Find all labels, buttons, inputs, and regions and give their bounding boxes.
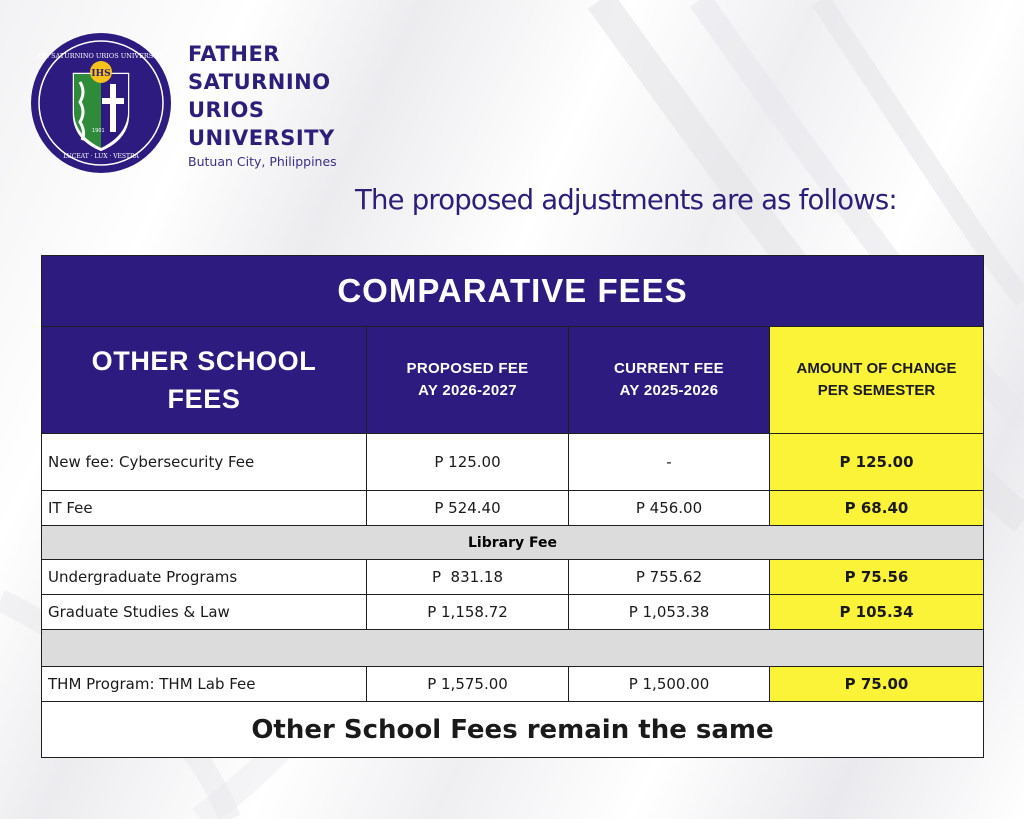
table-footer-note: Other School Fees remain the same — [42, 702, 984, 758]
proposed-fee-value: P 1,575.00 — [367, 667, 569, 702]
brand-line-3: URIOS — [188, 98, 265, 122]
brand-line-1: FATHER — [188, 42, 280, 66]
current-fee-value: P 456.00 — [569, 491, 770, 526]
fee-label: THM Program: THM Lab Fee — [42, 667, 367, 702]
header-current-fee — [569, 327, 770, 434]
table-row — [42, 667, 984, 702]
proposed-fee-value: P 831.18 — [367, 560, 569, 595]
header-current-line1: CURRENT FEE — [614, 360, 724, 377]
seal-ihs-text: IHS — [91, 69, 111, 79]
page-headline: The proposed adjustments are as follows: — [355, 184, 897, 216]
fee-label: Undergraduate Programs — [42, 560, 367, 595]
header-item-line2: FEES — [167, 384, 241, 414]
fee-label: IT Fee — [42, 491, 367, 526]
blank-separator-cell — [42, 630, 984, 667]
brand-line-2: SATURNINO — [188, 70, 331, 94]
change-amount-value: P 125.00 — [770, 434, 984, 491]
university-brand — [188, 40, 337, 169]
university-location: Butuan City, Philippines — [188, 154, 337, 169]
change-amount-value: P 75.56 — [770, 560, 984, 595]
current-fee-value: - — [569, 434, 770, 491]
header-change-line1: AMOUNT OF CHANGE — [796, 360, 957, 377]
seal-motto-text: LUCEAT · LUX · VESTRA — [63, 153, 139, 160]
table-footer-row — [42, 702, 984, 758]
fee-label: Graduate Studies & Law — [42, 595, 367, 630]
header-proposed-line1: PROPOSED FEE — [406, 360, 529, 377]
blank-separator-row — [42, 630, 984, 667]
fee-label: New fee: Cybersecurity Fee — [42, 434, 367, 491]
table-row — [42, 560, 984, 595]
header-amount-of-change — [770, 327, 984, 434]
brand-line-4: UNIVERSITY — [188, 126, 335, 150]
university-seal-logo — [30, 32, 172, 174]
current-fee-value: P 755.62 — [569, 560, 770, 595]
header-change-line2: PER SEMESTER — [817, 382, 936, 399]
change-amount-value: P 68.40 — [770, 491, 984, 526]
table-row — [42, 491, 984, 526]
change-amount-value: P 75.00 — [770, 667, 984, 702]
seal-top-text: FR. SATURNINO URIOS UNIVERSITY — [37, 52, 165, 60]
header-other-school-fees — [42, 327, 367, 434]
comparative-fees-table — [41, 255, 984, 758]
current-fee-value: P 1,053.38 — [569, 595, 770, 630]
proposed-fee-value: P 1,158.72 — [367, 595, 569, 630]
header-item-line1: OTHER SCHOOL — [91, 346, 317, 376]
header-current-line2: AY 2025-2026 — [619, 382, 719, 399]
header-proposed-fee — [367, 327, 569, 434]
header-proposed-line2: AY 2026-2027 — [418, 382, 517, 399]
library-fee-section-row — [42, 526, 984, 560]
proposed-fee-value: P 524.40 — [367, 491, 569, 526]
table-row — [42, 434, 984, 491]
table-row — [42, 595, 984, 630]
change-amount-value: P 105.34 — [770, 595, 984, 630]
proposed-fee-value: P 125.00 — [367, 434, 569, 491]
current-fee-value: P 1,500.00 — [569, 667, 770, 702]
library-fee-section-label: Library Fee — [42, 526, 984, 560]
seal-year-text: 1901 — [92, 128, 105, 134]
table-title: COMPARATIVE FEES — [42, 256, 984, 327]
